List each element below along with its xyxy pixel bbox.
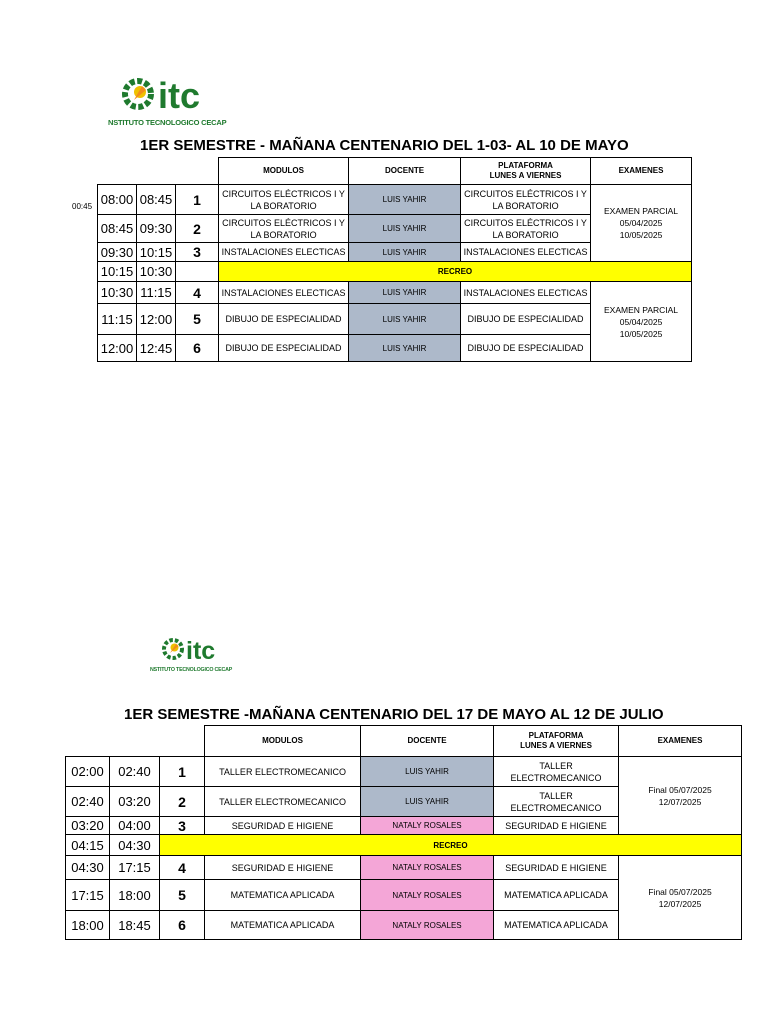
logo-text: itc [158,75,201,116]
header-modulos: MODULOS [219,158,349,185]
header-docente: DOCENTE [361,726,494,757]
table-row: 02:40 03:20 2 TALLER ELECTROMECANICO LUIS YAHIR TALLER ELECTROMECANICO [66,787,742,817]
header-examenes: EXAMENES [619,726,742,757]
logo-subtitle: NSTITUTO TECNOLOGICO CECAP [108,118,227,127]
table-row: 08:45 09:30 2 CIRCUITOS ELÉCTRICOS I Y LA BORATORIO LUIS YAHIR CIRCUITOS ELÉCTRICOS I Y LA BORATORIO [98,215,692,243]
header-examenes: EXAMENES [591,158,692,185]
table-row: 11:15 12:00 5 DIBUJO DE ESPECIALIDAD LUIS YAHIR DIBUJO DE ESPECIALIDAD [98,304,692,335]
table-row: 04:30 17:15 4 SEGURIDAD E HIGIENE NATALY ROSALES SEGURIDAD E HIGIENE Final 05/07/2025 12/07/2025 [66,856,742,880]
schedule1-table [97,157,692,362]
side-time: 00:45 [72,202,93,211]
header-plataforma: PLATAFORMA LUNES A VIERNES [461,158,591,185]
exam-cell: EXAMEN PARCIAL 05/04/2025 10/05/2025 [591,282,692,362]
itc-logo [150,634,236,673]
schedule2-table [65,725,742,940]
header-docente: DOCENTE [349,158,461,185]
table-row: 12:00 12:45 6 DIBUJO DE ESPECIALIDAD LUIS YAHIR DIBUJO DE ESPECIALIDAD [98,335,692,362]
recreo-row: 10:15 10:30 RECREO [98,262,692,282]
recreo-label: RECREO [219,262,692,282]
table-row: 02:00 02:40 1 TALLER ELECTROMECANICO LUIS YAHIR TALLER ELECTROMECANICO Final 05/07/2025 12/07/2025 [66,757,742,787]
table-row: 08:00 08:45 1 CIRCUITOS ELÉCTRICOS I Y LA BORATORIO LUIS YAHIR CIRCUITOS ELÉCTRICOS I Y LA BORATORIO EXAMEN PARCIAL 05/04/2025 10/05/2025 [98,185,692,215]
header-modulos: MODULOS [205,726,361,757]
schedule2-title: 1ER SEMESTRE -MAÑANA CENTENARIO DEL 17 DE MAYO AL 12 DE JULIO [124,706,664,723]
table-row: 10:30 11:15 4 INSTALACIONES ELECTICAS LUIS YAHIR INSTALACIONES ELECTICAS EXAMEN PARCIAL 05/04/2025 10/05/2025 [98,282,692,304]
recreo-row: 04:15 04:30 RECREO [66,835,742,856]
header-plataforma: PLATAFORMA LUNES A VIERNES [494,726,619,757]
recreo-label: RECREO [160,835,742,856]
table-row: 09:30 10:15 3 INSTALACIONES ELECTICAS LUIS YAHIR INSTALACIONES ELECTICAS [98,243,692,262]
logo-text: itc [186,637,216,665]
table-row: 18:00 18:45 6 MATEMATICA APLICADA NATALY ROSALES MATEMATICA APLICADA [66,911,742,940]
itc-logo [108,72,230,127]
table-row: 17:15 18:00 5 MATEMATICA APLICADA NATALY ROSALES MATEMATICA APLICADA [66,880,742,911]
table-row: 03:20 04:00 3 SEGURIDAD E HIGIENE NATALY ROSALES SEGURIDAD E HIGIENE [66,817,742,835]
schedule1-title: 1ER SEMESTRE - MAÑANA CENTENARIO DEL 1-03- AL 10 DE MAYO [140,137,629,154]
exam-cell: EXAMEN PARCIAL 05/04/2025 10/05/2025 [591,185,692,262]
logo-subtitle: NSTITUTO TECNOLOGICO CECAP [150,667,233,673]
exam-cell: Final 05/07/2025 12/07/2025 [619,757,742,835]
exam-cell: Final 05/07/2025 12/07/2025 [619,856,742,940]
